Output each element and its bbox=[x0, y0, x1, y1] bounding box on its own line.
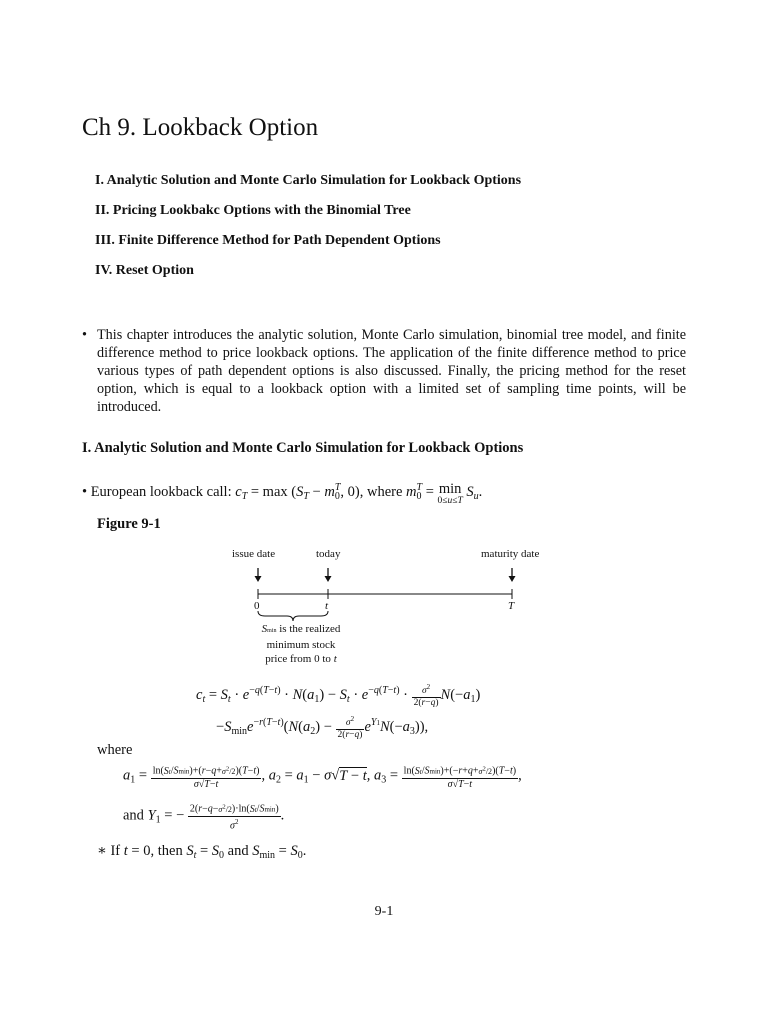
where-word: where bbox=[367, 484, 403, 500]
down-arrow-icon bbox=[325, 568, 332, 582]
toc-item: IV. Reset Option bbox=[95, 263, 194, 278]
european-lookback-call bbox=[82, 482, 482, 506]
toc-item: I. Analytic Solution and Monte Carlo Simulation for Lookback Options bbox=[95, 173, 522, 188]
chapter-title: Ch 9. Lookback Option bbox=[82, 114, 319, 141]
bullet: • bbox=[82, 484, 88, 500]
maturity-date-label: maturity date bbox=[481, 548, 540, 560]
toc-item: III. Finite Difference Method for Path Dependent Options bbox=[95, 233, 441, 248]
tick-label-T: T bbox=[508, 600, 515, 612]
page-number: 9-1 bbox=[374, 904, 394, 919]
issue-date-label: issue date bbox=[232, 548, 276, 560]
initial-condition-note: ∗ If t = 0, then $S_t = S_0$ and $S_{min} = S_0$. bbox=[97, 843, 307, 861]
tick-label-0: 0 bbox=[254, 600, 260, 612]
bullet: • bbox=[82, 327, 87, 343]
figure-label: Figure 9-1 bbox=[97, 516, 161, 532]
a-definitions: $a_1$ = $\frac{\ln(St/Smin)+(r-q+\sigma^2/2)(T-t)}{\sigma√T-t}$ , $a_2 = a_1 - \sigma√T - t$, $a_3$ = $\frac{\ln(St/Smin)+(-r+q+\sigma^2/2)(T-t)}{\sigma√T-t}$ , bbox=[123, 765, 522, 790]
where-label: where bbox=[97, 742, 133, 758]
today-label: today bbox=[316, 548, 341, 560]
underbrace bbox=[258, 611, 328, 621]
european-lead: European lookback call: bbox=[90, 484, 232, 500]
min-definition: $m_0^T = \min$ 0≤u≤T $S_u$. bbox=[406, 481, 483, 506]
section-heading: I. Analytic Solution and Monte Carlo Simulation for Lookback Options bbox=[82, 440, 524, 456]
pricing-formula-line-2: $-S_{min}e^{-r(T-t)}(N(a_2)$ − $\frac{\sigma^2}{2(r-q)}$ $e^{Y1}N(-a_3)$), bbox=[216, 715, 429, 741]
and-word: and bbox=[123, 807, 144, 824]
pricing-formula-line-1: $c_t = S_t \cdot e^{-q(T-t)} \cdot N(a_1) - S_t \cdot e^{-q(T-t)}$ · $\frac{\sigma^2}{2(r-q)}$ $N(-a_1)$ bbox=[196, 683, 481, 709]
smin-note: Smin is the realized minimum stock price from 0 to t bbox=[261, 623, 341, 665]
down-arrow-icon bbox=[509, 568, 516, 582]
intro-paragraph bbox=[82, 326, 686, 416]
tick-label-t: t bbox=[325, 600, 329, 612]
toc-item: II. Pricing Lookbakc Options with the Binomial Tree bbox=[95, 203, 411, 218]
down-arrow-icon bbox=[255, 568, 262, 582]
table-of-contents bbox=[95, 172, 521, 292]
y1-definition: and $Y_1$ = − $\frac{2(r-q-\sigma^2/2)\cdot\ln(St/Smin)}{\sigma^2}$ . bbox=[123, 803, 285, 831]
payoff-formula: $c_T = \max (S_T - m_0^T$, 0), bbox=[235, 482, 364, 502]
intro-text: This chapter introduces the analytic solution, Monte Carlo simulation, binomial tree model, and finite difference method to price lookback options. The application of the finite difference method to price various types of path dependent options is also discussed. Finally, the pricing method for the reset option, which is equal to a lookback option with a limited set of sampling time points, will be introduced. bbox=[97, 327, 686, 415]
